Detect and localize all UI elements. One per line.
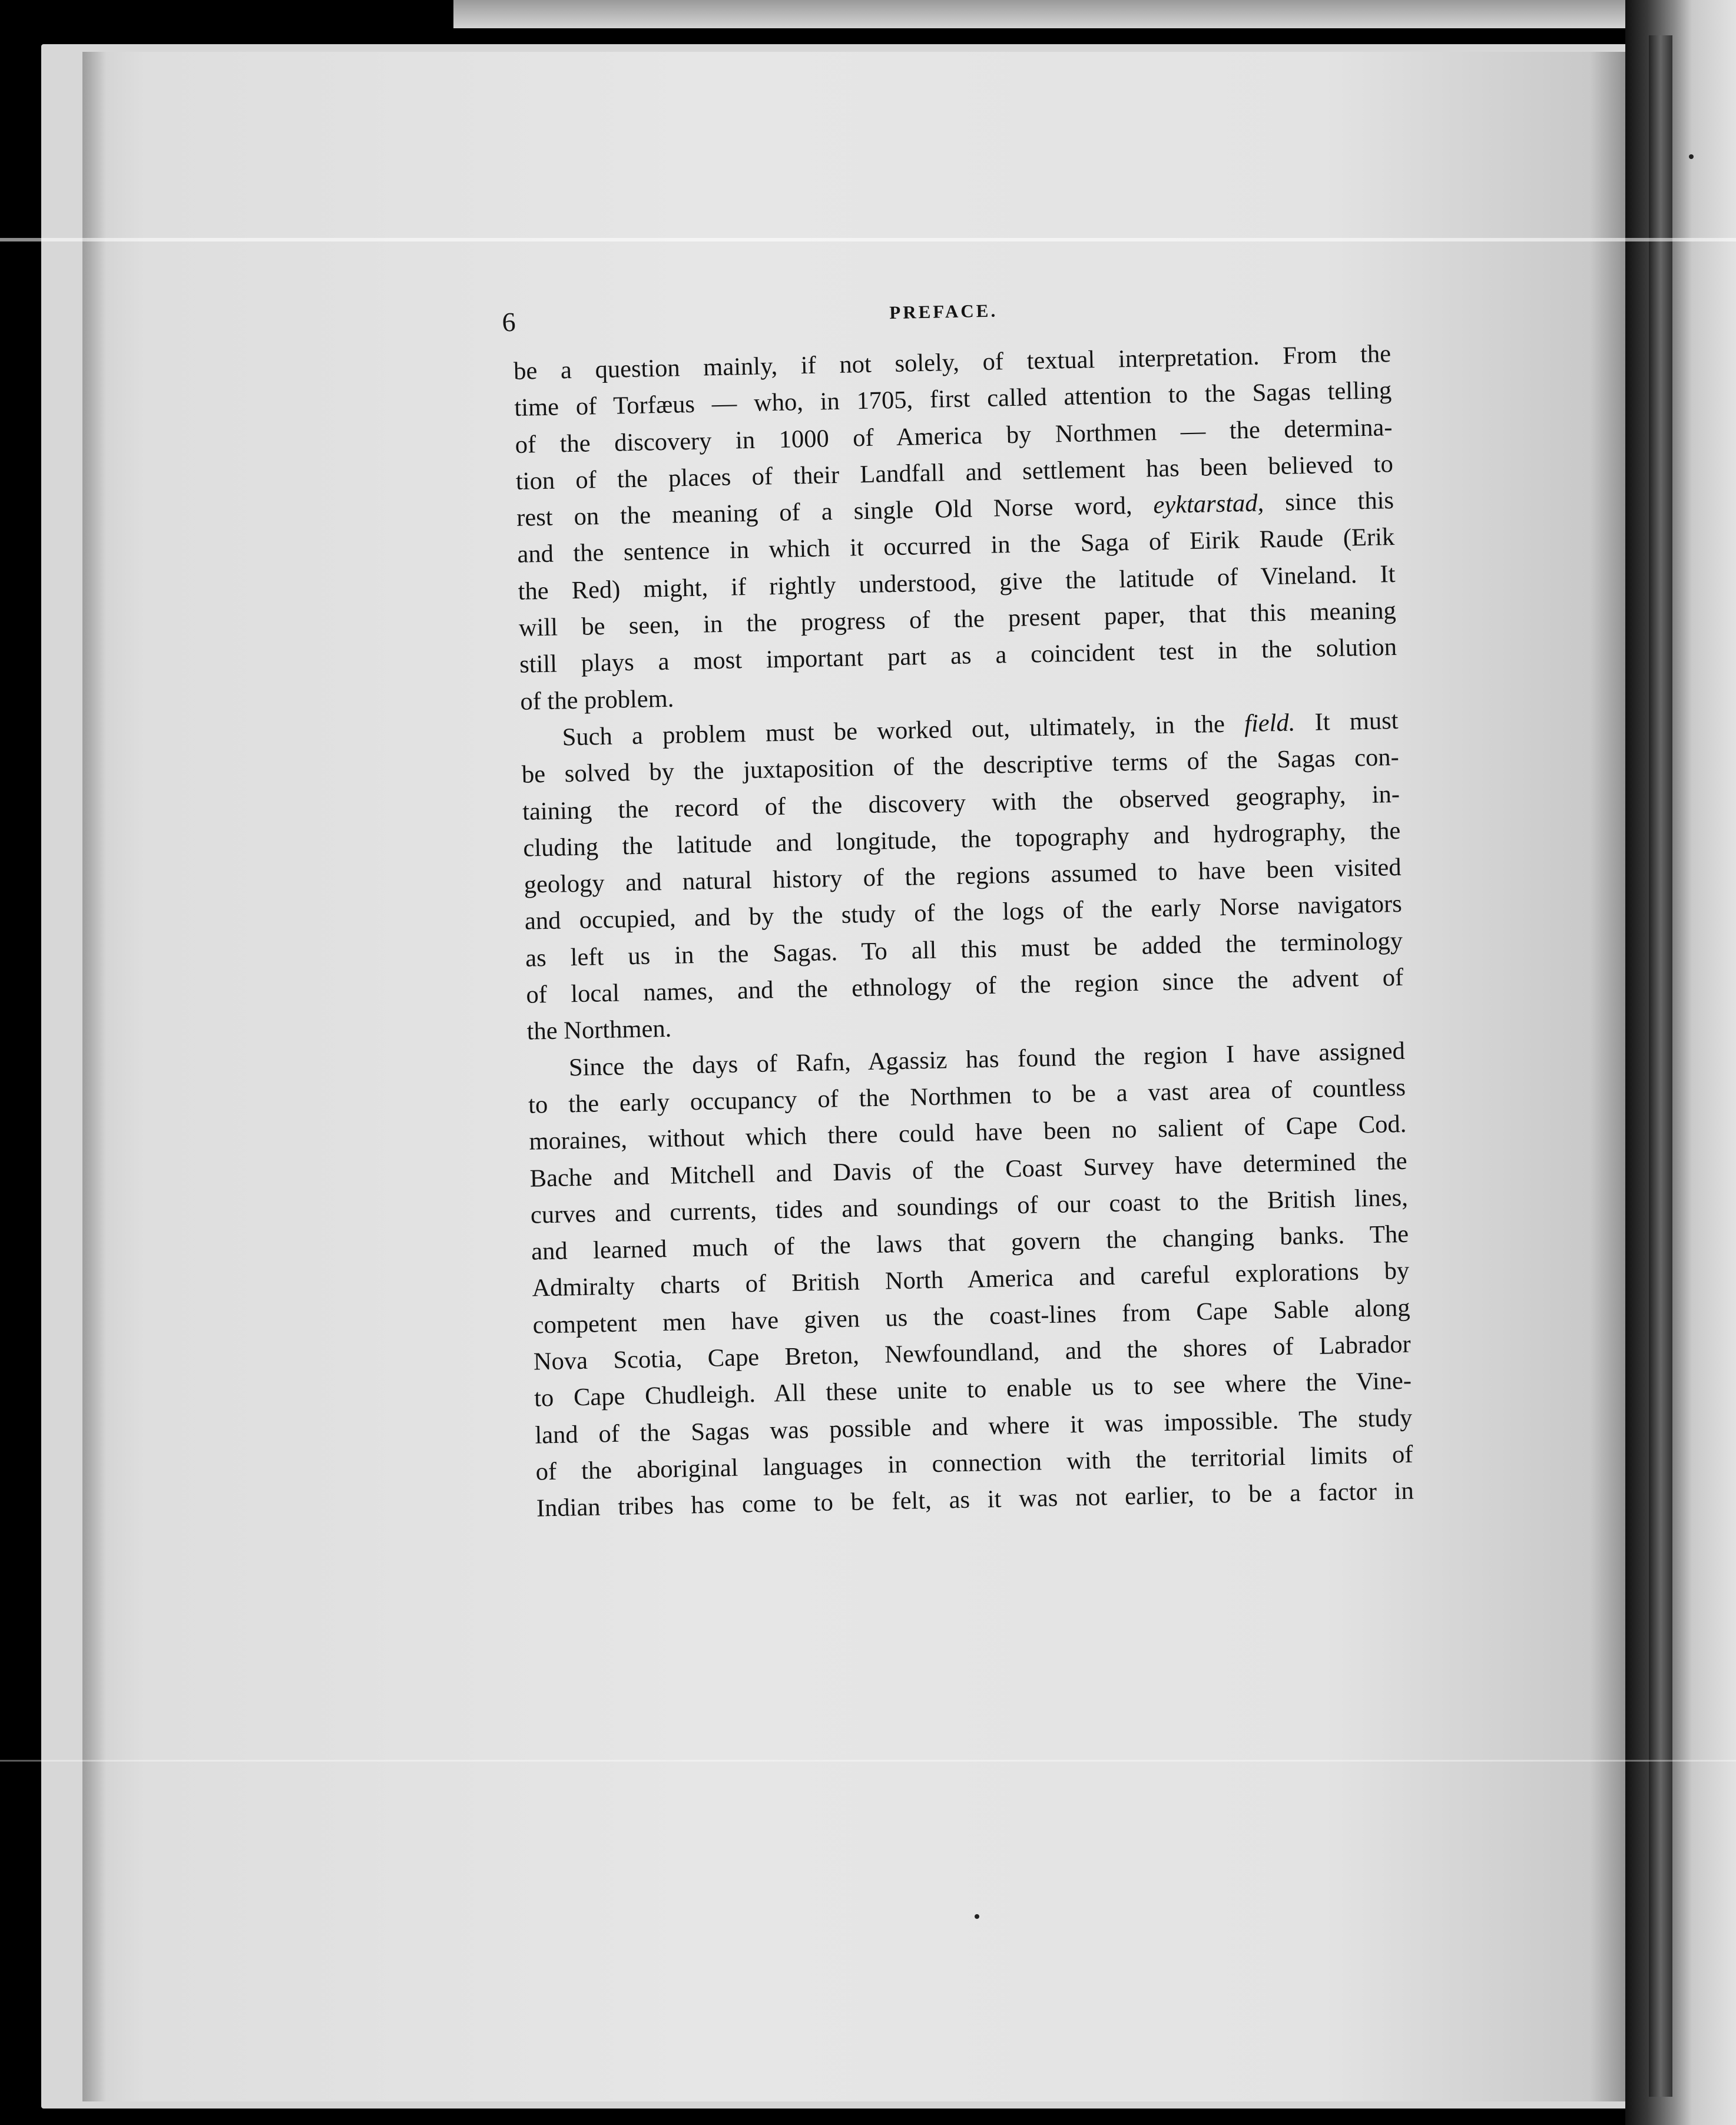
text-line: tion of the places of their Landfall and settlement has been believed to (515, 449, 1394, 495)
ink-speck (975, 1914, 979, 1919)
text-line: Admiralty charts of British North America and careful explorations by (532, 1257, 1410, 1303)
text-line: of the aboriginal languages in connection with the territorial limits of (535, 1440, 1413, 1486)
text-segment: It must (1294, 706, 1399, 737)
text-line: taining the record of the discovery with the observed geography, in- (522, 780, 1400, 826)
text-line: competent men have given us the coast-lines from Cape Sable along (532, 1293, 1410, 1339)
text-line: be solved by the juxtaposition of the descriptive terms of the Sagas con- (521, 743, 1400, 789)
scan-artifact-line-lower (0, 1760, 1736, 1762)
text-line: cluding the latitude and longitude, the topography and hydrography, the (522, 816, 1401, 862)
paragraph-2 (521, 703, 1404, 1050)
running-head-title: PREFACE. (889, 300, 998, 323)
text-segment: rest on the meaning of a single Old Norse word, (516, 491, 1154, 532)
text-line: still plays a most important part as a coincident test in the solution (519, 633, 1397, 679)
text-line: and learned much of the laws that govern the changing banks. The (531, 1220, 1409, 1266)
text-line: to the early occupancy of the Northmen to be a vast area of countless (528, 1073, 1406, 1119)
text-line: time of Torfæus — who, in 1705, first called attention to the Sagas telling (513, 376, 1392, 422)
scan-artifact-line (0, 238, 1736, 241)
text-line: be a question mainly, if not solely, of textual interpretation. From the (513, 340, 1392, 385)
page-left-shadow (82, 52, 106, 2101)
text-line: geology and natural history of the regions assumed to have been visited (524, 853, 1402, 899)
text-line: Bache and Mitchell and Davis of the Coast Survey have determined the (529, 1147, 1407, 1193)
text-segment: Such a problem must be worked out, ultimately, in the (562, 710, 1245, 752)
text-line: to Cape Chudleigh. All these unite to enable us to see where the Vine- (534, 1367, 1412, 1412)
page-number: 6 (502, 306, 516, 337)
text-line: the Northmen. (526, 1015, 672, 1046)
text-line: Nova Scotia, Cape Breton, Newfoundland, and the shores of Labrador (533, 1330, 1412, 1376)
text-line: moraines, without which there could have been no salient of Cape Cod. (529, 1110, 1407, 1156)
italic-term: field. (1244, 709, 1296, 738)
text-segment: since this (1263, 486, 1394, 517)
text-line: of the problem. (519, 684, 674, 716)
paragraph-1 (513, 336, 1398, 720)
binding-shadow (1649, 35, 1672, 2097)
text-line: as left us in the Sagas. To all this must be added the terminology (525, 926, 1403, 972)
text-line: curves and currents, tides and soundings of our coast to the British lines, (530, 1183, 1409, 1229)
text-line: and occupied, and by the study of the logs of the early Norse navigators (524, 890, 1403, 936)
text-line: of the discovery in 1000 of America by Northmen — the determina- (515, 413, 1393, 459)
paragraph-3 (527, 1032, 1414, 1527)
text-line: the Red) might, if rightly understood, give the latitude of Vineland. It (518, 560, 1396, 605)
italic-term: eyktarstad, (1153, 489, 1264, 519)
ink-speck (1689, 154, 1694, 159)
text-line: land of the Sagas was possible and where it was impossible. The study (535, 1404, 1413, 1449)
text-line: Indian tribes has come to be felt, as it was not earlier, to be a factor in (536, 1477, 1414, 1522)
book-binding-edge (1625, 0, 1736, 2125)
text-line: of local names, and the ethnology of the region since the advent of (526, 963, 1404, 1009)
text-block (502, 289, 1414, 1527)
text-line: will be seen, in the progress of the present paper, that this meaning (518, 597, 1397, 642)
text-line: Since the days of Rafn, Agassiz has found the region I have assigned (568, 1037, 1406, 1081)
next-leaf-top-edge (453, 0, 1643, 28)
text-line: and the sentence in which it occurred in the Saga of Eirik Raude (Erik (516, 523, 1395, 569)
